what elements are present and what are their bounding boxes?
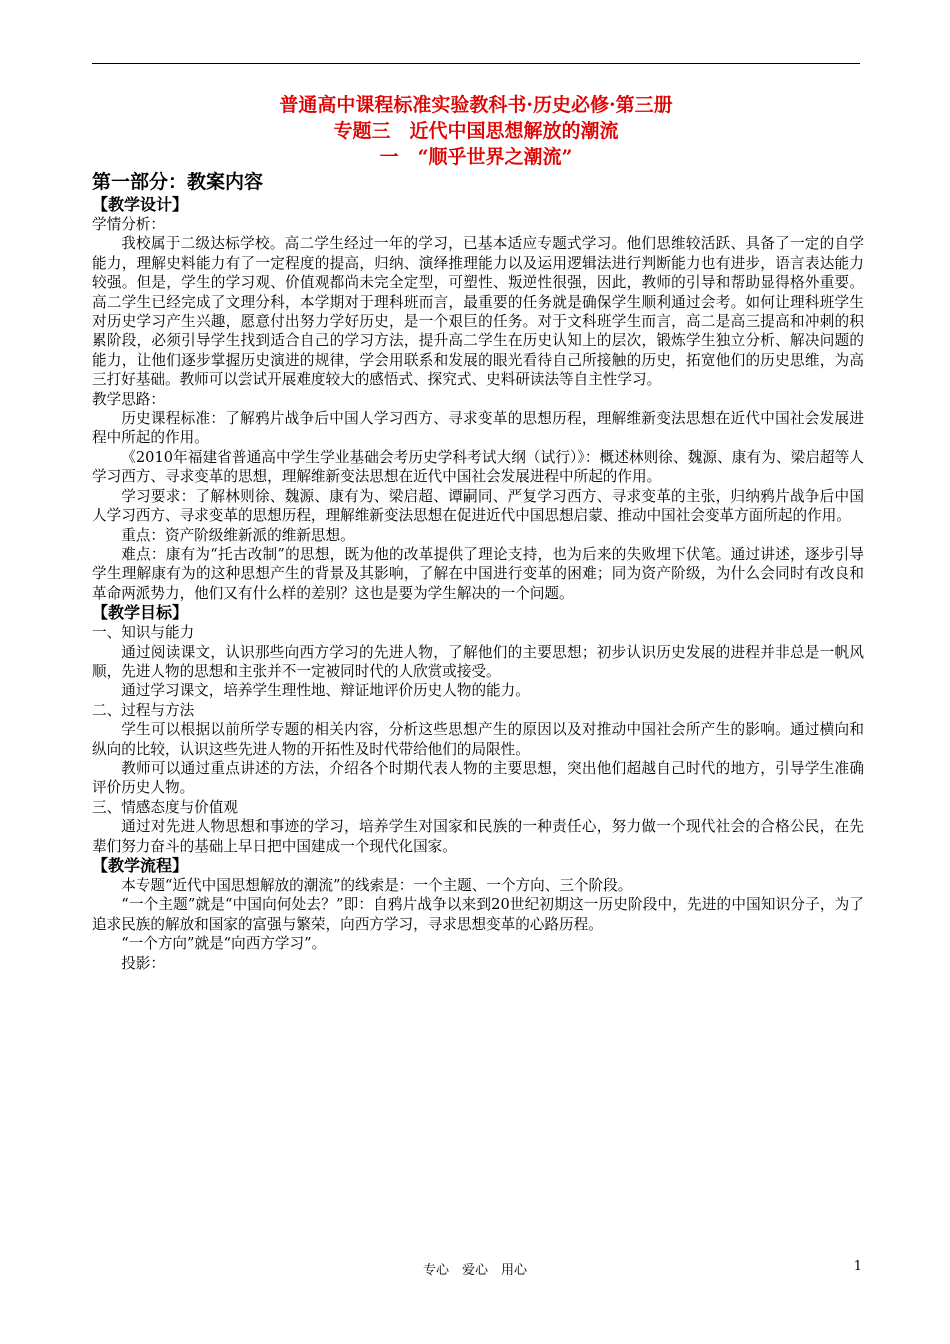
topic-title: 专题三 近代中国思想解放的潮流 xyxy=(333,120,619,142)
goal-item-2-paragraph: 教师可以通过重点讲述的方法，介绍各个时期代表人物的主要思想，突出他们超越自己时代的地方，引导学生准确评价历史人物。 xyxy=(92,759,864,797)
flow-paragraph: 投影： xyxy=(121,954,165,972)
goal-item-2-label: 二、过程与方法 xyxy=(92,701,195,719)
goal-item-3-paragraph: 通过对先进人物思想和事迹的学习，培养学生对国家和民族的一种责任心，努力做一个现代社会的合格公民，在先辈们努力奋斗的基础上早日把中国建成一个现代化国家。 xyxy=(92,818,864,855)
flow-paragraph: “一个方向”就是“向西方学习”。 xyxy=(121,935,327,953)
standard-paragraph: 历史课程标准：了解鸦片战争后中国人学习西方、寻求变革的思想历程，理解维新变法思想在近代中国社会发展进程中所起的作用。 xyxy=(92,410,864,447)
goal-item-1-paragraph: 通过阅读课文，认识那些向西方学习的先进人物，了解他们的主要思想；初步认识历史发展的进程并非总是一帆风顺，先进人物的思想和主张并不一定被同时代的人欣赏或接受。 xyxy=(92,643,864,680)
section-heading-design: 【教学设计】 xyxy=(92,195,189,214)
header-rule xyxy=(92,63,860,64)
difficulty-paragraph: 难点：康有为“托古改制”的思想，既为他的改革提供了理论支持，也为后来的失败埋下伏笔。通过讲述，逐步引导学生理解康有为的这种思想产生的背景及其影响，了解在中国进行变革的困难；同为资产阶级，为什么会同时有改良和革命两派势力，他们又有什么样的差别？这也是要为学生解决的一个问题。 xyxy=(92,545,864,602)
key-point-paragraph: 重点：资产阶级维新派的维新思想。 xyxy=(121,526,355,544)
analysis-label: 学情分析： xyxy=(92,216,165,233)
outline-paragraph: 《2010年福建省普通高中学生学业基础会考历史学科考试大纲（试行）》：概述林则徐、魏源、康有为、梁启超等人学习西方、寻求变革的思想，理解维新变法思想在近代中国社会发展进程中所起的作用。 xyxy=(92,448,864,486)
page-number: 1 xyxy=(853,1259,862,1274)
flow-paragraph: 本专题“近代中国思想解放的潮流”的线索是：一个主题、一个方向、三个阶段。 xyxy=(121,877,633,894)
section-heading-goals: 【教学目标】 xyxy=(92,603,189,623)
section-heading-flow: 【教学流程】 xyxy=(92,856,189,875)
requirement-paragraph: 学习要求：了解林则徐、魏源、康有为、梁启超、谭嗣同、严复学习西方、寻求变革的主张，归纳鸦片战争后中国人学习西方、寻求变革的思想历程，理解维新变法思想在促进近代中国思想启蒙、推动中国社会变革方面所起的作用。 xyxy=(92,487,864,525)
goal-item-1-label: 一、知识与能力 xyxy=(92,624,195,642)
footer-motto: 专心 爱心 用心 xyxy=(422,1263,527,1278)
document-title: 普通高中课程标准实验教科书·历史必修·第三册 xyxy=(279,94,673,116)
goal-item-3-label: 三、情感态度与价值观 xyxy=(92,798,238,816)
document-body xyxy=(92,170,864,973)
analysis-paragraph: 我校属于二级达标学校。高二学生经过一年的学习，已基本适应专题式学习。他们思维较活跃、具备了一定的自学能力，理解史料能力有了一定程度的提高，归纳、演绎推理能力以及运用逻辑法进行判断能力也有进步，语言表达能力较强。但是，学生的学习观、价值观都尚未完全定型，可塑性、叛逆性很强，因此，教师的引导和帮助显得格外重要。高二学生已经完成了文理分科，本学期对于理科班而言，最重要的任务就是确保学生顺利通过会考。如何让理科班学生对历史学习产生兴趣，愿意付出努力学好历史，是一个艰巨的任务。对于文科班学生而言，高二是高三提高和冲刺的积累阶段，必须引导学生找到适合自己的学习方法，提升高二学生在历史认知上的层次，锻炼学生独立分析、解决问题的能力，让他们逐步掌握历史演进的规律，学会用联系和发展的眼光看待自己所接触的历史，拓宽他们的历史思维，为高三打好基础。教师可以尝试开展难度较大的感悟式、探究式、史料研读法等自主性学习。 xyxy=(92,235,864,389)
part-heading: 第一部分：教案内容 xyxy=(92,171,264,193)
lesson-title: 一 “顺乎世界之潮流” xyxy=(379,146,573,168)
goal-item-1-paragraph: 通过学习课文，培养学生理性地、辩证地评价历史人物的能力。 xyxy=(121,682,530,700)
approach-label: 教学思路： xyxy=(92,390,165,408)
goal-item-2-paragraph: 学生可以根据以前所学专题的相关内容，分析这些思想产生的原因以及对推动中国社会所产生的影响。通过横向和纵向的比较，认识这些先进人物的开拓性及时代带给他们的局限性。 xyxy=(92,721,864,758)
document-title-block xyxy=(92,92,860,170)
flow-paragraph: “一个主题”就是“中国向何处去？”即：自鸦片战争以来到20世纪初期这一历史阶段中，先进的中国知识分子，为了追求民族的解放和国家的富强与繁荣，向西方学习，寻求思想变革的心路历程。 xyxy=(92,896,864,933)
